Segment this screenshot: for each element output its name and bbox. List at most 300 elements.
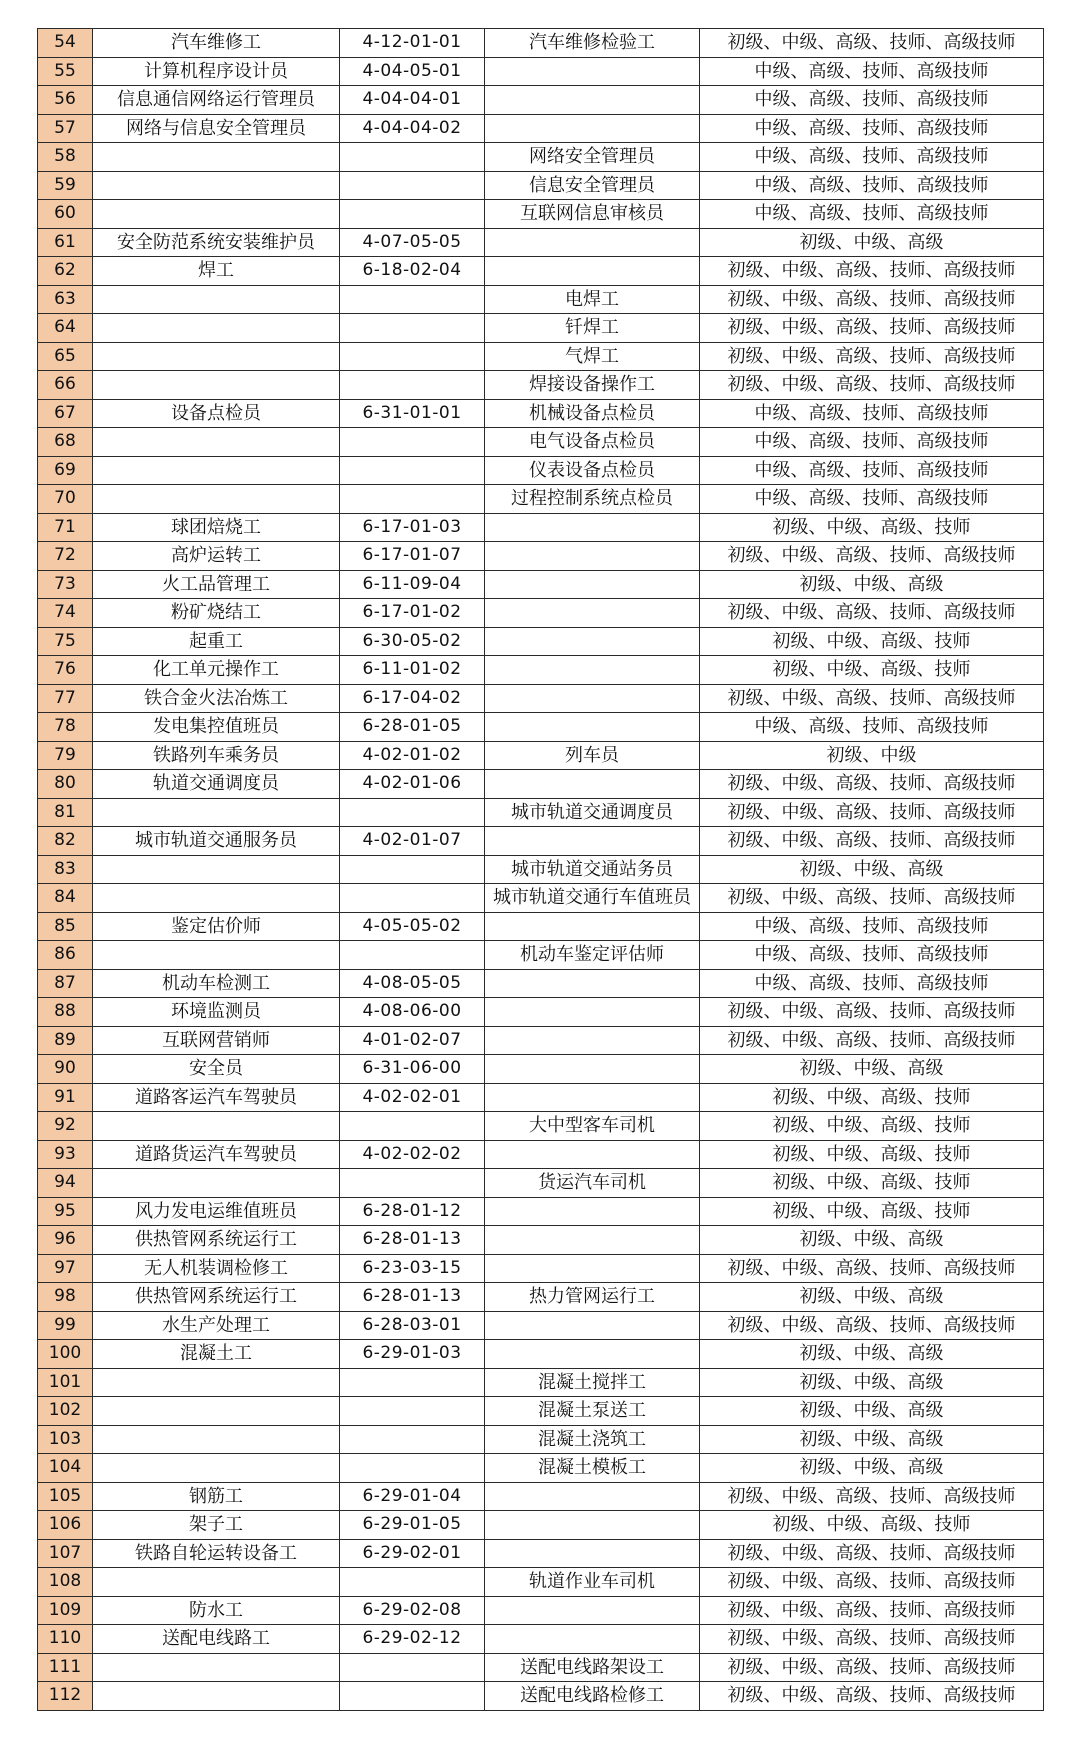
skill-levels-cell: 中级、高级、技师、高级技师 xyxy=(700,912,1044,941)
skill-levels-cell: 初级、中级、高级、技师、高级技师 xyxy=(700,798,1044,827)
occupation-code-cell xyxy=(340,171,485,200)
occupation-name-cell xyxy=(93,342,340,371)
sub-occupation-cell xyxy=(485,257,700,286)
occupation-name-cell: 粉矿烧结工 xyxy=(93,599,340,628)
sub-occupation-cell xyxy=(485,1511,700,1540)
row-number-cell: 68 xyxy=(38,428,93,457)
row-number-cell: 59 xyxy=(38,171,93,200)
sub-occupation-cell: 汽车维修检验工 xyxy=(485,29,700,58)
skill-levels-cell: 初级、中级、高级、技师、高级技师 xyxy=(700,1596,1044,1625)
occupation-code-cell: 6-31-06-00 xyxy=(340,1055,485,1084)
occupation-name-cell: 供热管网系统运行工 xyxy=(93,1283,340,1312)
skill-levels-cell: 初级、中级、高级、技师、高级技师 xyxy=(700,1653,1044,1682)
occupation-code-cell: 4-08-06-00 xyxy=(340,998,485,1027)
occupation-name-cell xyxy=(93,1368,340,1397)
row-number-cell: 103 xyxy=(38,1425,93,1454)
occupation-code-cell: 4-01-02-07 xyxy=(340,1026,485,1055)
row-number-cell: 69 xyxy=(38,456,93,485)
sub-occupation-cell xyxy=(485,1055,700,1084)
occupation-name-cell: 无人机装调检修工 xyxy=(93,1254,340,1283)
sub-occupation-cell xyxy=(485,1340,700,1369)
table-row xyxy=(38,1112,1044,1141)
table-row xyxy=(38,143,1044,172)
sub-occupation-cell xyxy=(485,228,700,257)
row-number-cell: 94 xyxy=(38,1169,93,1198)
occupation-name-cell xyxy=(93,855,340,884)
skill-levels-cell: 初级、中级、高级、技师 xyxy=(700,627,1044,656)
sub-occupation-cell xyxy=(485,1254,700,1283)
occupation-code-cell: 6-11-09-04 xyxy=(340,570,485,599)
row-number-cell: 91 xyxy=(38,1083,93,1112)
sub-occupation-cell: 城市轨道交通站务员 xyxy=(485,855,700,884)
occupation-code-cell: 6-28-01-12 xyxy=(340,1197,485,1226)
row-number-cell: 102 xyxy=(38,1397,93,1426)
table-row xyxy=(38,1083,1044,1112)
skill-levels-cell: 初级、中级、高级、技师 xyxy=(700,513,1044,542)
occupation-code-cell: 4-04-05-01 xyxy=(340,57,485,86)
row-number-cell: 88 xyxy=(38,998,93,1027)
sub-occupation-cell: 网络安全管理员 xyxy=(485,143,700,172)
occupation-code-cell xyxy=(340,342,485,371)
table-row xyxy=(38,1169,1044,1198)
occupation-name-cell: 安全员 xyxy=(93,1055,340,1084)
sub-occupation-cell xyxy=(485,969,700,998)
table-row xyxy=(38,684,1044,713)
row-number-cell: 56 xyxy=(38,86,93,115)
occupation-code-cell: 6-29-01-03 xyxy=(340,1340,485,1369)
occupation-name-cell: 风力发电运维值班员 xyxy=(93,1197,340,1226)
table-row xyxy=(38,171,1044,200)
sub-occupation-cell: 送配电线路检修工 xyxy=(485,1682,700,1711)
occupation-code-cell: 4-08-05-05 xyxy=(340,969,485,998)
sub-occupation-cell: 仪表设备点检员 xyxy=(485,456,700,485)
occupation-code-cell xyxy=(340,1397,485,1426)
occupation-name-cell: 水生产处理工 xyxy=(93,1311,340,1340)
table-row xyxy=(38,1653,1044,1682)
occupation-name-cell xyxy=(93,1397,340,1426)
row-number-cell: 71 xyxy=(38,513,93,542)
occupation-name-cell xyxy=(93,428,340,457)
occupation-code-cell xyxy=(340,200,485,229)
occupation-code-cell: 6-28-01-13 xyxy=(340,1226,485,1255)
table-row xyxy=(38,599,1044,628)
sub-occupation-cell xyxy=(485,1539,700,1568)
sub-occupation-cell: 信息安全管理员 xyxy=(485,171,700,200)
row-number-cell: 75 xyxy=(38,627,93,656)
row-number-cell: 70 xyxy=(38,485,93,514)
table-row xyxy=(38,798,1044,827)
occupation-code-cell xyxy=(340,798,485,827)
table-row xyxy=(38,29,1044,58)
occupation-name-cell: 铁合金火法冶炼工 xyxy=(93,684,340,713)
sub-occupation-cell xyxy=(485,570,700,599)
sub-occupation-cell xyxy=(485,1197,700,1226)
sub-occupation-cell xyxy=(485,114,700,143)
row-number-cell: 108 xyxy=(38,1568,93,1597)
row-number-cell: 80 xyxy=(38,770,93,799)
skill-levels-cell: 初级、中级、高级 xyxy=(700,1283,1044,1312)
sub-occupation-cell: 送配电线路架设工 xyxy=(485,1653,700,1682)
occupation-code-cell: 6-23-03-15 xyxy=(340,1254,485,1283)
sub-occupation-cell xyxy=(485,599,700,628)
sub-occupation-cell xyxy=(485,713,700,742)
skill-levels-cell: 初级、中级、高级、技师、高级技师 xyxy=(700,342,1044,371)
skill-levels-cell: 初级、中级、高级、技师 xyxy=(700,1140,1044,1169)
skill-levels-cell: 初级、中级、高级 xyxy=(700,1055,1044,1084)
occupation-name-cell xyxy=(93,171,340,200)
row-number-cell: 92 xyxy=(38,1112,93,1141)
sub-occupation-cell xyxy=(485,827,700,856)
occupation-table xyxy=(37,28,1044,1711)
occupation-code-cell: 4-02-02-01 xyxy=(340,1083,485,1112)
table-row xyxy=(38,884,1044,913)
occupation-name-cell: 环境监测员 xyxy=(93,998,340,1027)
skill-levels-cell: 中级、高级、技师、高级技师 xyxy=(700,485,1044,514)
occupation-code-cell xyxy=(340,143,485,172)
occupation-code-cell xyxy=(340,456,485,485)
skill-levels-cell: 初级、中级、高级、技师 xyxy=(700,1511,1044,1540)
occupation-name-cell xyxy=(93,1682,340,1711)
skill-levels-cell: 中级、高级、技师、高级技师 xyxy=(700,941,1044,970)
occupation-code-cell xyxy=(340,428,485,457)
table-row xyxy=(38,1254,1044,1283)
row-number-cell: 62 xyxy=(38,257,93,286)
occupation-code-cell: 6-28-01-13 xyxy=(340,1283,485,1312)
sub-occupation-cell xyxy=(485,656,700,685)
skill-levels-cell: 初级、中级、高级、技师、高级技师 xyxy=(700,257,1044,286)
occupation-name-cell xyxy=(93,143,340,172)
occupation-name-cell: 互联网营销师 xyxy=(93,1026,340,1055)
occupation-code-cell xyxy=(340,1653,485,1682)
table-row xyxy=(38,1311,1044,1340)
sub-occupation-cell xyxy=(485,1625,700,1654)
row-number-cell: 87 xyxy=(38,969,93,998)
occupation-code-cell xyxy=(340,1454,485,1483)
row-number-cell: 107 xyxy=(38,1539,93,1568)
row-number-cell: 106 xyxy=(38,1511,93,1540)
table-row xyxy=(38,257,1044,286)
sub-occupation-cell xyxy=(485,1226,700,1255)
sub-occupation-cell: 列车员 xyxy=(485,741,700,770)
sub-occupation-cell xyxy=(485,513,700,542)
skill-levels-cell: 初级、中级、高级、技师、高级技师 xyxy=(700,684,1044,713)
occupation-code-cell: 4-05-05-02 xyxy=(340,912,485,941)
occupation-code-cell xyxy=(340,314,485,343)
table-row xyxy=(38,1340,1044,1369)
row-number-cell: 58 xyxy=(38,143,93,172)
table-row xyxy=(38,200,1044,229)
occupation-code-cell: 6-28-01-05 xyxy=(340,713,485,742)
table-row xyxy=(38,1425,1044,1454)
row-number-cell: 66 xyxy=(38,371,93,400)
skill-levels-cell: 初级、中级、高级、技师、高级技师 xyxy=(700,1311,1044,1340)
sub-occupation-cell: 货运汽车司机 xyxy=(485,1169,700,1198)
table-row xyxy=(38,285,1044,314)
table-row xyxy=(38,941,1044,970)
occupation-name-cell: 铁路列车乘务员 xyxy=(93,741,340,770)
occupation-name-cell xyxy=(93,485,340,514)
occupation-code-cell xyxy=(340,1568,485,1597)
row-number-cell: 81 xyxy=(38,798,93,827)
occupation-name-cell: 高炉运转工 xyxy=(93,542,340,571)
occupation-name-cell: 混凝土工 xyxy=(93,1340,340,1369)
skill-levels-cell: 初级、中级、高级、技师、高级技师 xyxy=(700,371,1044,400)
skill-levels-cell: 初级、中级、高级、技师、高级技师 xyxy=(700,542,1044,571)
row-number-cell: 97 xyxy=(38,1254,93,1283)
row-number-cell: 54 xyxy=(38,29,93,58)
occupation-name-cell xyxy=(93,1653,340,1682)
table-row xyxy=(38,428,1044,457)
occupation-name-cell: 铁路自轮运转设备工 xyxy=(93,1539,340,1568)
occupation-code-cell: 6-31-01-01 xyxy=(340,399,485,428)
sub-occupation-cell: 气焊工 xyxy=(485,342,700,371)
sub-occupation-cell: 混凝土搅拌工 xyxy=(485,1368,700,1397)
skill-levels-cell: 中级、高级、技师、高级技师 xyxy=(700,86,1044,115)
skill-levels-cell: 初级、中级、高级、技师、高级技师 xyxy=(700,770,1044,799)
occupation-name-cell: 发电集控值班员 xyxy=(93,713,340,742)
table-body xyxy=(38,29,1044,1711)
row-number-cell: 99 xyxy=(38,1311,93,1340)
row-number-cell: 57 xyxy=(38,114,93,143)
sub-occupation-cell xyxy=(485,684,700,713)
row-number-cell: 63 xyxy=(38,285,93,314)
occupation-code-cell xyxy=(340,1425,485,1454)
row-number-cell: 65 xyxy=(38,342,93,371)
skill-levels-cell: 初级、中级、高级、技师、高级技师 xyxy=(700,998,1044,1027)
row-number-cell: 109 xyxy=(38,1596,93,1625)
row-number-cell: 101 xyxy=(38,1368,93,1397)
occupation-name-cell: 钢筋工 xyxy=(93,1482,340,1511)
row-number-cell: 74 xyxy=(38,599,93,628)
table-row xyxy=(38,228,1044,257)
sub-occupation-cell: 钎焊工 xyxy=(485,314,700,343)
table-row xyxy=(38,1625,1044,1654)
row-number-cell: 96 xyxy=(38,1226,93,1255)
occupation-code-cell: 4-02-01-07 xyxy=(340,827,485,856)
row-number-cell: 85 xyxy=(38,912,93,941)
occupation-name-cell xyxy=(93,1112,340,1141)
row-number-cell: 100 xyxy=(38,1340,93,1369)
sub-occupation-cell: 大中型客车司机 xyxy=(485,1112,700,1141)
occupation-code-cell: 6-17-04-02 xyxy=(340,684,485,713)
occupation-name-cell xyxy=(93,941,340,970)
table-row xyxy=(38,342,1044,371)
table-row xyxy=(38,969,1044,998)
skill-levels-cell: 初级、中级、高级、技师、高级技师 xyxy=(700,1539,1044,1568)
row-number-cell: 60 xyxy=(38,200,93,229)
row-number-cell: 72 xyxy=(38,542,93,571)
skill-levels-cell: 中级、高级、技师、高级技师 xyxy=(700,969,1044,998)
skill-levels-cell: 中级、高级、技师、高级技师 xyxy=(700,143,1044,172)
table-row xyxy=(38,1368,1044,1397)
skill-levels-cell: 初级、中级、高级 xyxy=(700,1340,1044,1369)
table-row xyxy=(38,912,1044,941)
skill-levels-cell: 初级、中级、高级 xyxy=(700,1454,1044,1483)
occupation-code-cell: 6-17-01-02 xyxy=(340,599,485,628)
row-number-cell: 84 xyxy=(38,884,93,913)
table-row xyxy=(38,713,1044,742)
sub-occupation-cell: 机动车鉴定评估师 xyxy=(485,941,700,970)
occupation-name-cell: 轨道交通调度员 xyxy=(93,770,340,799)
row-number-cell: 83 xyxy=(38,855,93,884)
row-number-cell: 90 xyxy=(38,1055,93,1084)
table-row xyxy=(38,998,1044,1027)
row-number-cell: 77 xyxy=(38,684,93,713)
occupation-name-cell xyxy=(93,798,340,827)
occupation-code-cell xyxy=(340,1112,485,1141)
skill-levels-cell: 初级、中级、高级、技师、高级技师 xyxy=(700,827,1044,856)
occupation-name-cell xyxy=(93,200,340,229)
row-number-cell: 64 xyxy=(38,314,93,343)
sub-occupation-cell: 城市轨道交通调度员 xyxy=(485,798,700,827)
occupation-name-cell: 安全防范系统安装维护员 xyxy=(93,228,340,257)
occupation-code-cell xyxy=(340,1169,485,1198)
table-row xyxy=(38,1511,1044,1540)
row-number-cell: 67 xyxy=(38,399,93,428)
occupation-name-cell: 起重工 xyxy=(93,627,340,656)
table-row xyxy=(38,1197,1044,1226)
occupation-code-cell xyxy=(340,855,485,884)
row-number-cell: 79 xyxy=(38,741,93,770)
sub-occupation-cell xyxy=(485,86,700,115)
occupation-code-cell: 4-02-01-06 xyxy=(340,770,485,799)
skill-levels-cell: 初级、中级 xyxy=(700,741,1044,770)
table-row xyxy=(38,1482,1044,1511)
occupation-name-cell: 汽车维修工 xyxy=(93,29,340,58)
occupation-name-cell: 道路客运汽车驾驶员 xyxy=(93,1083,340,1112)
skill-levels-cell: 中级、高级、技师、高级技师 xyxy=(700,114,1044,143)
skill-levels-cell: 初级、中级、高级、技师、高级技师 xyxy=(700,1568,1044,1597)
sub-occupation-cell xyxy=(485,1083,700,1112)
sub-occupation-cell xyxy=(485,770,700,799)
occupation-code-cell: 4-12-01-01 xyxy=(340,29,485,58)
row-number-cell: 95 xyxy=(38,1197,93,1226)
sub-occupation-cell xyxy=(485,912,700,941)
occupation-code-cell xyxy=(340,1682,485,1711)
row-number-cell: 86 xyxy=(38,941,93,970)
occupation-name-cell: 信息通信网络运行管理员 xyxy=(93,86,340,115)
table-row xyxy=(38,1140,1044,1169)
sub-occupation-cell: 过程控制系统点检员 xyxy=(485,485,700,514)
occupation-code-cell xyxy=(340,941,485,970)
sub-occupation-cell xyxy=(485,627,700,656)
occupation-code-cell: 6-29-02-08 xyxy=(340,1596,485,1625)
occupation-code-cell: 6-30-05-02 xyxy=(340,627,485,656)
row-number-cell: 76 xyxy=(38,656,93,685)
occupation-code-cell: 6-29-02-12 xyxy=(340,1625,485,1654)
occupation-name-cell: 机动车检测工 xyxy=(93,969,340,998)
sub-occupation-cell: 互联网信息审核员 xyxy=(485,200,700,229)
skill-levels-cell: 初级、中级、高级、技师、高级技师 xyxy=(700,599,1044,628)
occupation-name-cell xyxy=(93,285,340,314)
skill-levels-cell: 初级、中级、高级 xyxy=(700,1368,1044,1397)
occupation-code-cell: 4-02-01-02 xyxy=(340,741,485,770)
occupation-code-cell: 6-29-02-01 xyxy=(340,1539,485,1568)
table-row xyxy=(38,1539,1044,1568)
occupation-code-cell: 4-07-05-05 xyxy=(340,228,485,257)
row-number-cell: 82 xyxy=(38,827,93,856)
sub-occupation-cell: 城市轨道交通行车值班员 xyxy=(485,884,700,913)
skill-levels-cell: 初级、中级、高级、技师 xyxy=(700,1169,1044,1198)
sub-occupation-cell: 机械设备点检员 xyxy=(485,399,700,428)
occupation-code-cell: 6-28-03-01 xyxy=(340,1311,485,1340)
occupation-name-cell xyxy=(93,1425,340,1454)
skill-levels-cell: 初级、中级、高级、技师、高级技师 xyxy=(700,1482,1044,1511)
table-row xyxy=(38,542,1044,571)
occupation-name-cell: 设备点检员 xyxy=(93,399,340,428)
table-row xyxy=(38,1397,1044,1426)
occupation-name-cell: 焊工 xyxy=(93,257,340,286)
occupation-code-cell xyxy=(340,884,485,913)
skill-levels-cell: 初级、中级、高级、技师 xyxy=(700,1112,1044,1141)
table-row xyxy=(38,770,1044,799)
table-row xyxy=(38,1682,1044,1711)
skill-levels-cell: 中级、高级、技师、高级技师 xyxy=(700,713,1044,742)
skill-levels-cell: 初级、中级、高级、技师、高级技师 xyxy=(700,29,1044,58)
occupation-name-cell: 城市轨道交通服务员 xyxy=(93,827,340,856)
skill-levels-cell: 中级、高级、技师、高级技师 xyxy=(700,171,1044,200)
skill-levels-cell: 初级、中级、高级 xyxy=(700,855,1044,884)
occupation-name-cell xyxy=(93,884,340,913)
skill-levels-cell: 中级、高级、技师、高级技师 xyxy=(700,57,1044,86)
occupation-code-cell: 4-04-04-02 xyxy=(340,114,485,143)
row-number-cell: 111 xyxy=(38,1653,93,1682)
occupation-code-cell xyxy=(340,485,485,514)
sub-occupation-cell xyxy=(485,1482,700,1511)
skill-levels-cell: 初级、中级、高级 xyxy=(700,1397,1044,1426)
skill-levels-cell: 初级、中级、高级、技师、高级技师 xyxy=(700,1254,1044,1283)
occupation-code-cell: 6-17-01-03 xyxy=(340,513,485,542)
skill-levels-cell: 初级、中级、高级、技师、高级技师 xyxy=(700,285,1044,314)
table-row xyxy=(38,1454,1044,1483)
skill-levels-cell: 中级、高级、技师、高级技师 xyxy=(700,428,1044,457)
row-number-cell: 55 xyxy=(38,57,93,86)
table-row xyxy=(38,513,1044,542)
sub-occupation-cell: 混凝土模板工 xyxy=(485,1454,700,1483)
occupation-code-cell: 6-18-02-04 xyxy=(340,257,485,286)
occupation-name-cell: 道路货运汽车驾驶员 xyxy=(93,1140,340,1169)
table-row xyxy=(38,456,1044,485)
occupation-name-cell xyxy=(93,314,340,343)
skill-levels-cell: 初级、中级、高级、技师 xyxy=(700,1197,1044,1226)
table-row xyxy=(38,1226,1044,1255)
skill-levels-cell: 初级、中级、高级、技师、高级技师 xyxy=(700,314,1044,343)
occupation-name-cell xyxy=(93,1169,340,1198)
skill-levels-cell: 中级、高级、技师、高级技师 xyxy=(700,456,1044,485)
occupation-name-cell: 防水工 xyxy=(93,1596,340,1625)
table-row xyxy=(38,371,1044,400)
table-row xyxy=(38,855,1044,884)
skill-levels-cell: 初级、中级、高级 xyxy=(700,1425,1044,1454)
row-number-cell: 61 xyxy=(38,228,93,257)
skill-levels-cell: 初级、中级、高级、技师、高级技师 xyxy=(700,1682,1044,1711)
sub-occupation-cell: 混凝土泵送工 xyxy=(485,1397,700,1426)
skill-levels-cell: 初级、中级、高级、技师、高级技师 xyxy=(700,1625,1044,1654)
table-row xyxy=(38,314,1044,343)
sub-occupation-cell xyxy=(485,542,700,571)
occupation-name-cell: 计算机程序设计员 xyxy=(93,57,340,86)
occupation-name-cell: 化工单元操作工 xyxy=(93,656,340,685)
sub-occupation-cell xyxy=(485,1140,700,1169)
skill-levels-cell: 中级、高级、技师、高级技师 xyxy=(700,200,1044,229)
occupation-code-cell: 6-29-01-04 xyxy=(340,1482,485,1511)
table-row xyxy=(38,57,1044,86)
occupation-name-cell: 供热管网系统运行工 xyxy=(93,1226,340,1255)
occupation-code-cell: 6-17-01-07 xyxy=(340,542,485,571)
table-row xyxy=(38,1055,1044,1084)
occupation-code-cell xyxy=(340,371,485,400)
occupation-name-cell: 球团焙烧工 xyxy=(93,513,340,542)
